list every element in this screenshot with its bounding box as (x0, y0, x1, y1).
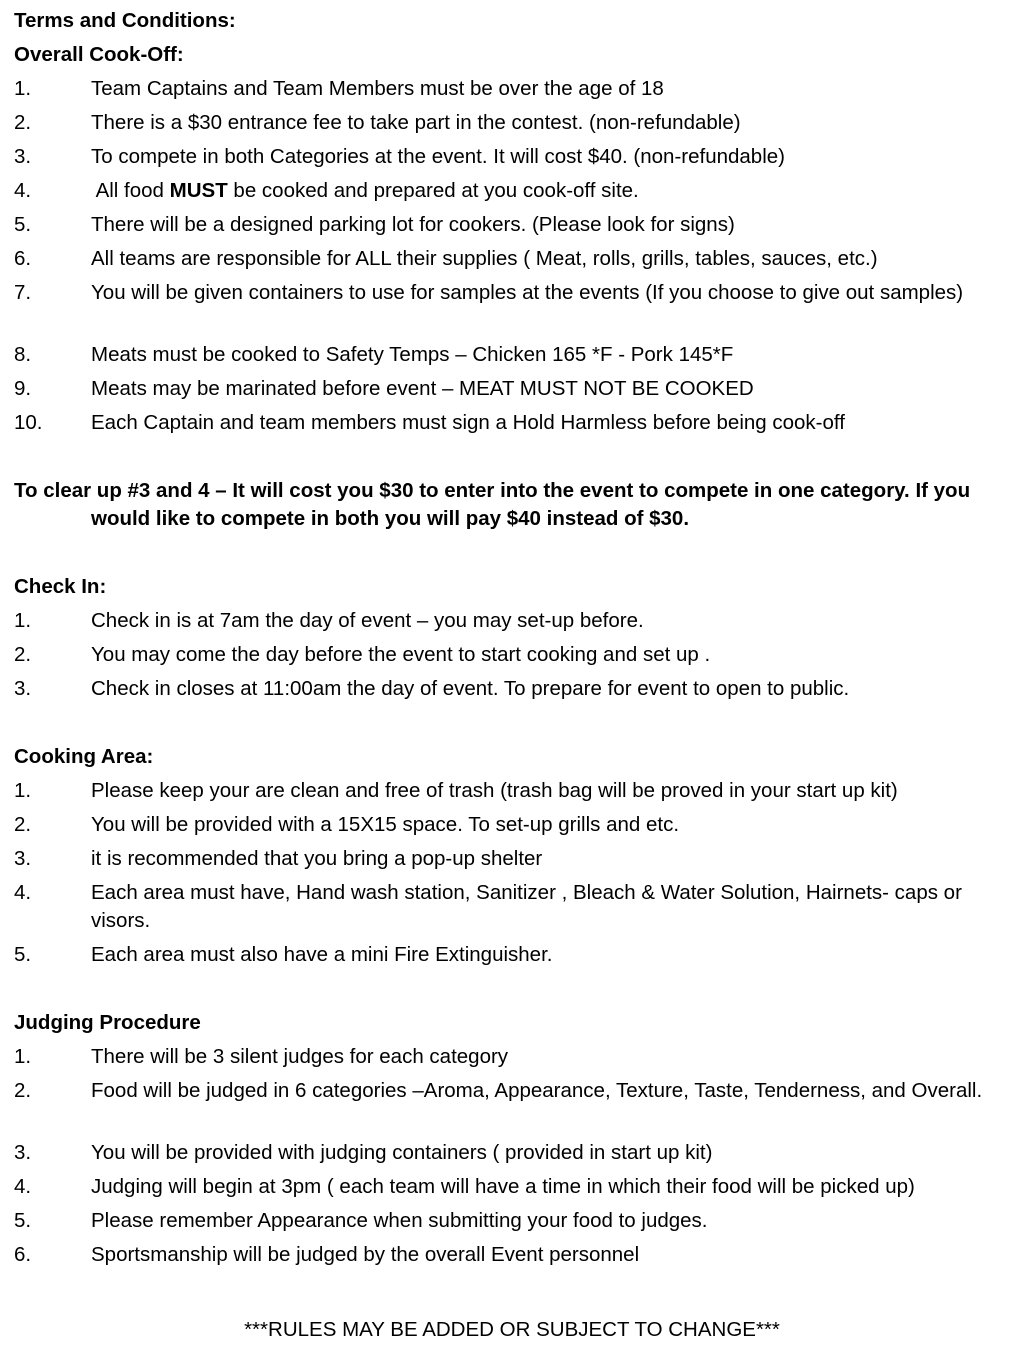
list-item (14, 279, 1010, 341)
item-text: Sportsmanship will be judged by the overall Event personnel (91, 1243, 640, 1266)
judging-heading: Judging Procedure (14, 1011, 201, 1034)
list-item (14, 245, 1010, 279)
item-text: There will be a designed parking lot for cookers. (Please look for signs) (91, 213, 735, 236)
list-item (14, 1173, 1010, 1207)
list-item (14, 1207, 1010, 1241)
item-text: Each area must also have a mini Fire Extinguisher. (91, 943, 553, 966)
item-text: Please keep your are clean and free of trash (trash bag will be proved in your start up kit) (91, 779, 898, 802)
item-number: 1. (14, 1045, 32, 1068)
item-number: 5. (14, 213, 32, 236)
item-number: 7. (14, 281, 32, 304)
list-item (14, 607, 1010, 641)
item-text-pre: All food (91, 179, 170, 202)
item-number: 10. (14, 411, 43, 434)
item-text: Each Captain and team members must sign a Hold Harmless before being cook-off (91, 411, 845, 434)
list-item (14, 675, 1010, 709)
item-text: You will be given containers to use for samples at the events (If you choose to give out samples) (91, 281, 964, 304)
list-item (14, 375, 1010, 409)
cooking-heading: Cooking Area: (14, 745, 154, 768)
list-item (14, 1139, 1010, 1173)
list-item (14, 1043, 1010, 1077)
item-text: Meats must be cooked to Safety Temps – Chicken 165 *F - Pork 145*F (91, 343, 734, 366)
item-number: 5. (14, 1209, 32, 1232)
item-text-emphasis: MUST (169, 179, 228, 202)
list-item (14, 211, 1010, 245)
clarification-note: To clear up #3 and 4 – It will cost you $30 to enter into the event to compete in one category. If you would like to compete in both you will pay $40 instead of $30. (14, 479, 971, 530)
item-text: You may come the day before the event to start cooking and set up . (91, 643, 711, 666)
item-text (91, 177, 1010, 211)
list-item (14, 941, 1010, 975)
list-item (14, 143, 1010, 177)
list-item (14, 409, 1010, 443)
item-number: 4. (14, 1175, 32, 1198)
item-number: 2. (14, 1079, 32, 1102)
item-number: 2. (14, 643, 32, 666)
list-item (14, 641, 1010, 675)
checkin-heading: Check In: (14, 575, 107, 598)
item-text: Check in closes at 11:00am the day of event. To prepare for event to open to public. (91, 677, 850, 700)
list-item (14, 1077, 1010, 1139)
item-number: 3. (14, 1141, 32, 1164)
item-text: Meats may be marinated before event – MEAT MUST NOT BE COOKED (91, 377, 754, 400)
terms-document (14, 7, 1010, 1275)
item-text: To compete in both Categories at the event. It will cost $40. (non-refundable) (91, 145, 785, 168)
item-text: You will be provided with a 15X15 space. To set-up grills and etc. (91, 813, 680, 836)
item-number: 3. (14, 145, 32, 168)
item-text: Please remember Appearance when submitting your food to judges. (91, 1209, 708, 1232)
item-number: 3. (14, 847, 32, 870)
item-text: There will be 3 silent judges for each category (91, 1045, 509, 1068)
footer-notice: ***RULES MAY BE ADDED OR SUBJECT TO CHANGE*** (244, 1318, 780, 1341)
item-number: 9. (14, 377, 32, 400)
list-item (14, 811, 1010, 845)
item-text: Check in is at 7am the day of event – you may set-up before. (91, 609, 644, 632)
item-text: All teams are responsible for ALL their supplies ( Meat, rolls, grills, tables, sauces, etc.) (91, 247, 878, 270)
page-title: Terms and Conditions: (14, 9, 236, 32)
item-number: 5. (14, 943, 32, 966)
item-number: 2. (14, 813, 32, 836)
item-number: 1. (14, 609, 32, 632)
item-number: 6. (14, 247, 32, 270)
item-text: Food will be judged in 6 categories –Aroma, Appearance, Texture, Taste, Tenderness, and Overall. (91, 1079, 983, 1102)
list-item (14, 177, 1010, 211)
item-number: 8. (14, 343, 32, 366)
item-text: There is a $30 entrance fee to take part in the contest. (non-refundable) (91, 111, 741, 134)
list-item (14, 75, 1010, 109)
item-text: it is recommended that you bring a pop-up shelter (91, 847, 543, 870)
item-text: Judging will begin at 3pm ( each team will have a time in which their food will be picked up) (91, 1175, 915, 1198)
list-item (14, 109, 1010, 143)
item-text-post: be cooked and prepared at you cook-off site. (227, 179, 639, 202)
item-number: 1. (14, 779, 32, 802)
list-item (14, 845, 1010, 879)
list-item (14, 777, 1010, 811)
item-number: 2. (14, 111, 32, 134)
list-item (14, 341, 1010, 375)
list-item (14, 879, 1010, 941)
item-text: Each area must have, Hand wash station, Sanitizer , Bleach & Water Solution, Hairnets- caps or visors. (91, 881, 962, 932)
item-number: 6. (14, 1243, 32, 1266)
item-number: 4. (14, 179, 32, 202)
overall-heading: Overall Cook-Off: (14, 43, 184, 66)
item-text: Team Captains and Team Members must be over the age of 18 (91, 77, 664, 100)
item-number: 4. (14, 881, 32, 904)
item-text: You will be provided with judging containers ( provided in start up kit) (91, 1141, 713, 1164)
list-item (14, 1241, 1010, 1275)
item-number: 1. (14, 77, 32, 100)
item-number: 3. (14, 677, 32, 700)
